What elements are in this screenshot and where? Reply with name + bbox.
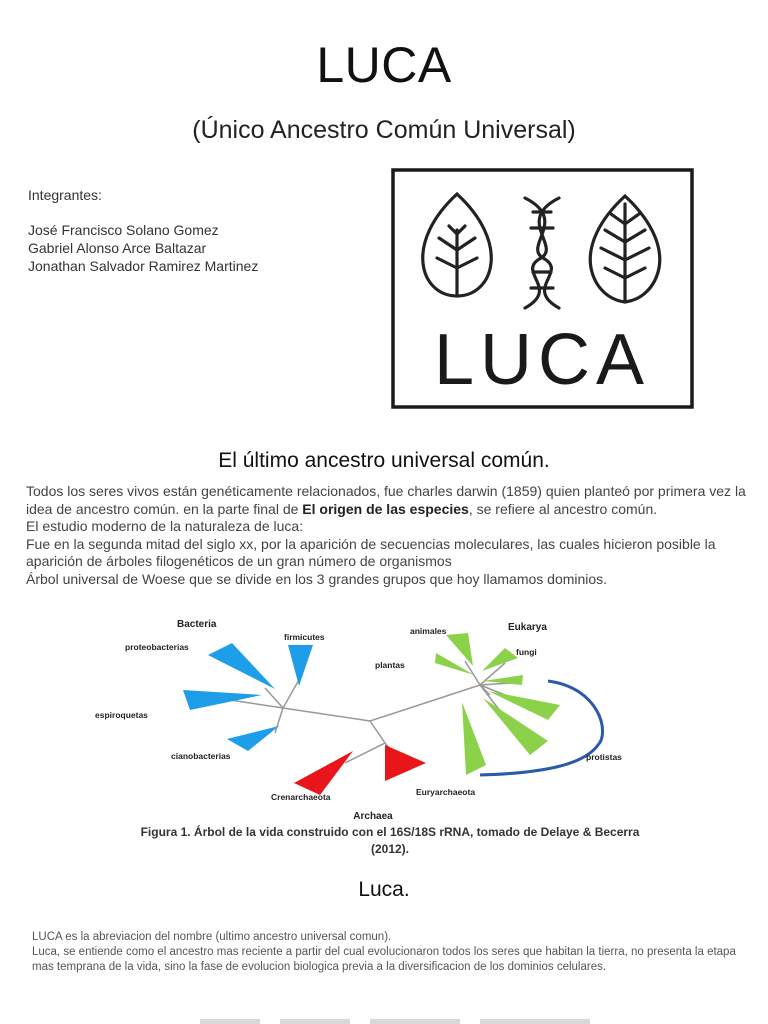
figure-caption: Figura 1. Árbol de la vida construido con el 16S/18S rRNA, tomado de Delaye & Becerra (2012). (140, 825, 640, 856)
members-block (28, 186, 258, 275)
section-heading: El último ancestro universal común. (218, 449, 550, 472)
archaea-wedge (385, 745, 426, 781)
group-label: plantas (375, 660, 405, 670)
bacteria-wedges (183, 643, 313, 751)
book-title: El origen de las especies (302, 500, 469, 517)
group-label: animales (410, 626, 447, 636)
section-body (32, 930, 742, 975)
paragraph: El estudio moderno de la naturaleza de luca: (26, 518, 304, 534)
logo-text: LUCA (433, 320, 651, 400)
members-heading: Integrantes: (28, 187, 102, 203)
bacteria-wedge (183, 690, 262, 710)
page-subtitle: (Único Ancestro Común Universal) (192, 116, 576, 144)
domain-label: Archaea (353, 811, 393, 822)
luca-logo (391, 168, 694, 409)
group-label: fungi (516, 647, 537, 657)
eukarya-wedge (446, 633, 473, 666)
member-name: José Francisco Solano Gomez (28, 222, 219, 238)
domain-label: Eukarya (508, 622, 547, 633)
section-heading: Luca. (358, 878, 410, 901)
group-label: proteobacterias (125, 642, 189, 652)
member-name: Gabriel Alonso Arce Baltazar (28, 240, 207, 256)
member-name: Jonathan Salvador Ramirez Martinez (28, 258, 259, 274)
eukarya-wedge (462, 702, 486, 775)
group-label: Euryarchaeota (416, 787, 476, 797)
archaea-wedges (294, 745, 426, 795)
bacteria-wedge (208, 643, 275, 689)
group-label: firmicutes (284, 632, 325, 642)
paragraph: Luca, se entiende como el ancestro mas reciente a partir del cual evolucionaron todos los seres que habitan la tierra, no presenta la etapa mas temprana de la vida, sino la fase de evolucion biologica previa a la diversificacion de los dominios celulares. (32, 946, 736, 973)
archaea-wedge (294, 751, 353, 795)
bacteria-wedge (227, 726, 279, 751)
paragraph: Fue en la segunda mitad del siglo xx, por la aparición de secuencias moleculares, las cuales hicieron posible la aparición de árboles filogenéticos de un gran número de organismos (26, 535, 716, 569)
paragraph: Todos los seres vivos están genéticamente relacionados, fue charles darwin (1859) quien planteó por primera vez la idea de ancestro común. en la parte final de El origen de las especies, se refiere al ancestro común. (26, 483, 746, 517)
group-label: protistas (586, 752, 622, 762)
paragraph: Árbol universal de Woese que se divide en los 3 grandes grupos que hoy llamamos dominios. (26, 570, 608, 587)
bacteria-wedge (288, 645, 313, 686)
group-label: espiroquetas (95, 710, 148, 720)
cut-off-text-row (200, 1016, 620, 1024)
page-title: LUCA (316, 37, 452, 93)
group-label: Crenarchaeota (271, 792, 331, 802)
group-label: cianobacterias (171, 751, 231, 761)
tree-of-life-figure (70, 613, 710, 835)
paragraph: LUCA es la abreviacion del nombre (ultimo ancestro universal comun). (32, 931, 392, 943)
domain-label: Bacteria (177, 619, 217, 630)
section-body (26, 483, 746, 588)
eukarya-wedges (435, 633, 560, 775)
